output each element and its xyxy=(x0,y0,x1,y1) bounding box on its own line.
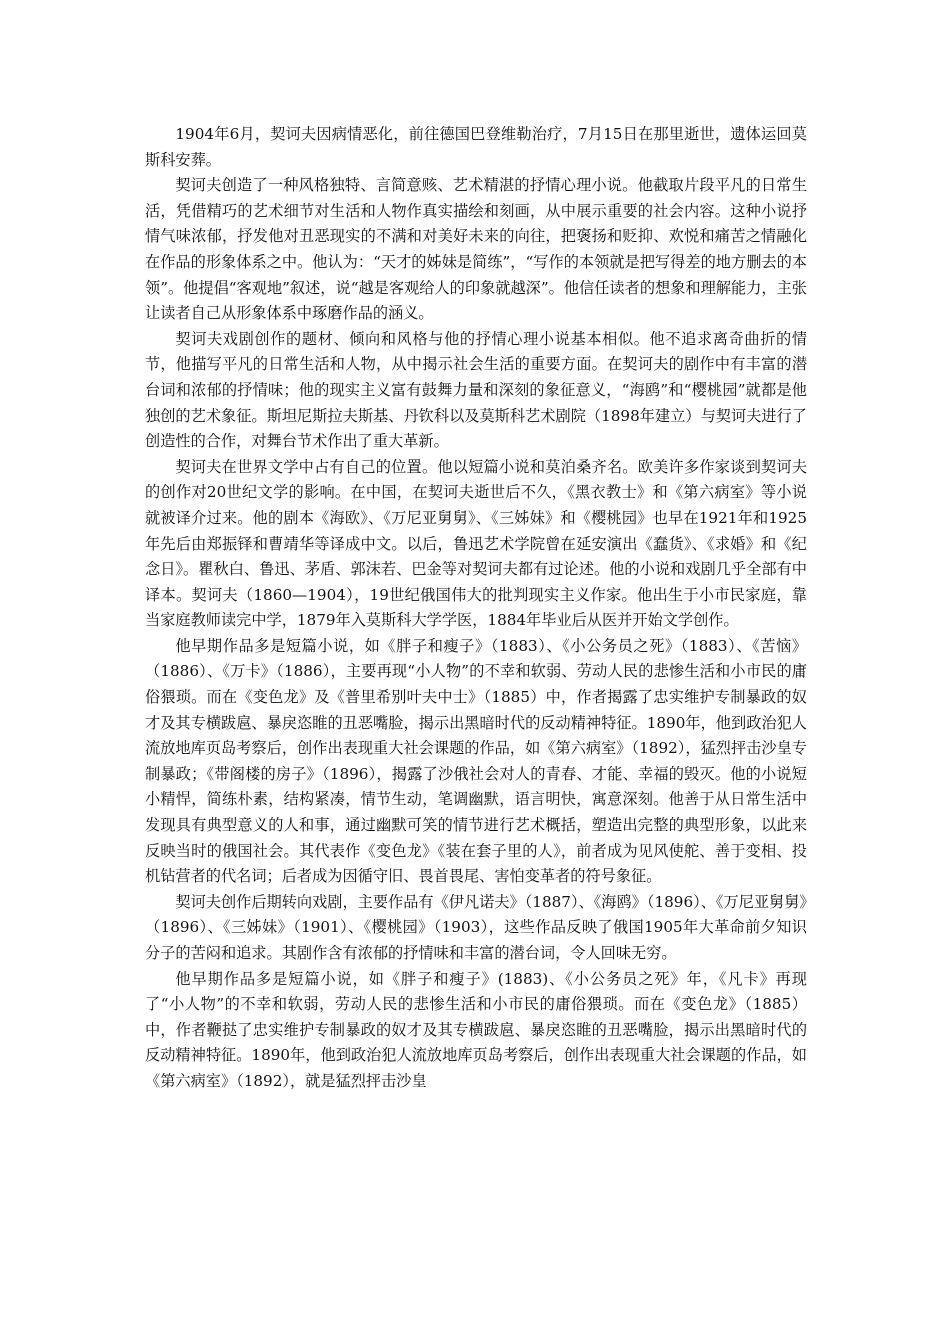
paragraph-death: 1904年6月，契诃夫因病情恶化，前往德国巴登维勒治疗，7月15日在那里逝世，遗体运回莫斯科安葬。 xyxy=(145,125,807,169)
paragraph-world-literature: 契诃夫在世界文学中占有自己的位置。他以短篇小说和莫泊桑齐名。欧美许多作家谈到契诃夫的创作对20世纪文学的影响。在中国，在契诃夫逝世后不久，《黑衣教士》和《第六病室》等小说就被译介过来。他的剧本《海欧》、《万尼亚舅舅》、《三姊妹》和《樱桃园》也早在1921年和1925年先后由郑振铎和曹靖华等译成中文。以后，鲁迅艺术学院曾在延安演出《蠢货》、《求婚》和《纪念日》。瞿秋白、鲁迅、茅盾、郭沫若、巴金等对契诃夫都有过论述。他的小说和戏剧几乎全部有中译本。契诃夫（1860—1904），19世纪俄国伟大的批判现实主义作家。他出生于小市民家庭，靠当家庭教师读完中学，1879年入莫斯科大学学医，1884年毕业后从医并开始文学创作。 xyxy=(145,457,807,630)
paragraph-drama: 契诃夫戏剧创作的题材、倾向和风格与他的抒情心理小说基本相似。他不追求离奇曲折的情节，他描写平凡的日常生活和人物，从中揭示社会生活的重要方面。在契诃夫的剧作中有丰富的潜台词和浓郁的抒情味；他的现实主义富有鼓舞力量和深刻的象征意义，“海鸥”和“樱桃园”就都是他独创的艺术象征。斯坦尼斯拉夫斯基、丹钦科以及莫斯科艺术剧院（1898年建立）与契诃夫进行了创造性的合作，对舞台节术作出了重大革新。 xyxy=(145,329,807,451)
paragraph-early-works-repeat: 他早期作品多是短篇小说，如《胖子和瘦子》(1883)、《小公务员之死》年，《凡卡》再现了“小人物”的不幸和软弱，劳动人民的悲惨生活和小市民的庸俗猥琐。而在《变色龙》（1885）中，作者鞭挞了忠实维护专制暴政的奴才及其专横跋扈、暴戾恣睢的丑恶嘴脸，揭示出黑暗时代的反动精神特征。1890年，他到政治犯人流放地库页岛考察后，创作出表现重大社会课题的作品，如《第六病室》（1892），就是猛烈抨击沙皇 xyxy=(145,969,807,1090)
paragraph-early-works: 他早期作品多是短篇小说，如《胖子和瘦子》（1883）、《小公务员之死》（1883）、《苦恼》（1886）、《万卡》（1886），主要再现“小人物”的不幸和软弱、劳动人民的悲惨生活和小市民的庸俗猥琐。而在《变色龙》及《普里希别叶夫中士》（1885）中，作者揭露了忠实维护专制暴政的奴才及其专横跋扈、暴戾恣睢的丑恶嘴脸，揭示出黑暗时代的反动精神特征。1890年，他到政治犯人流放地库页岛考察后，创作出表现重大社会课题的作品，如《第六病室》（1892），猛烈抨击沙皇专制暴政；《带阁楼的房子》（1896），揭露了沙俄社会对人的青春、才能、幸福的毁灭。他的小说短小精悍，简练朴素，结构紧凑，情节生动，笔调幽默，语言明快，寓意深刻。他善于从日常生活中发现具有典型意义的人和事，通过幽默可笑的情节进行艺术概括，塑造出完整的典型形象，以此来反映当时的俄国社会。其代表作《变色龙》《装在套子里的人》，前者成为见风使舵、善于变相、投机钻营者的代名词；后者成为因循守旧、畏首畏尾、害怕变革者的符号象征。 xyxy=(145,636,807,886)
paragraph-late-drama: 契诃夫创作后期转向戏剧，主要作品有《伊凡诺夫》（1887）、《海鸥》（1896）、《万尼亚舅舅》（1896）、《三姊妹》（1901）、《樱桃园》（1903），这些作品反映了俄国1905年大革命前夕知识分子的苦闷和追求。其剧作含有浓郁的抒情味和丰富的潜台词，令人回味无穷。 xyxy=(145,892,807,962)
paragraph-lyrical-novel: 契诃夫创造了一种风格独特、言简意赅、艺术精湛的抒情心理小说。他截取片段平凡的日常生活，凭借精巧的艺术细节对生活和人物作真实描绘和刻画，从中展示重要的社会内容。这种小说抒情气味浓郁，抒发他对丑恶现实的不满和对美好未来的向往，把褒扬和贬抑、欢悦和痛苦之情融化在作品的形象体系之中。他认为：“天才的姊妹是简练”，“写作的本领就是把写得差的地方删去的本领”。他提倡“客观地”叙述，说“越是客观给人的印象就越深”。他信任读者的想象和理解能力，主张让读者自己从形象体系中琢磨作品的涵义。 xyxy=(145,176,807,323)
document-body xyxy=(145,122,807,1095)
